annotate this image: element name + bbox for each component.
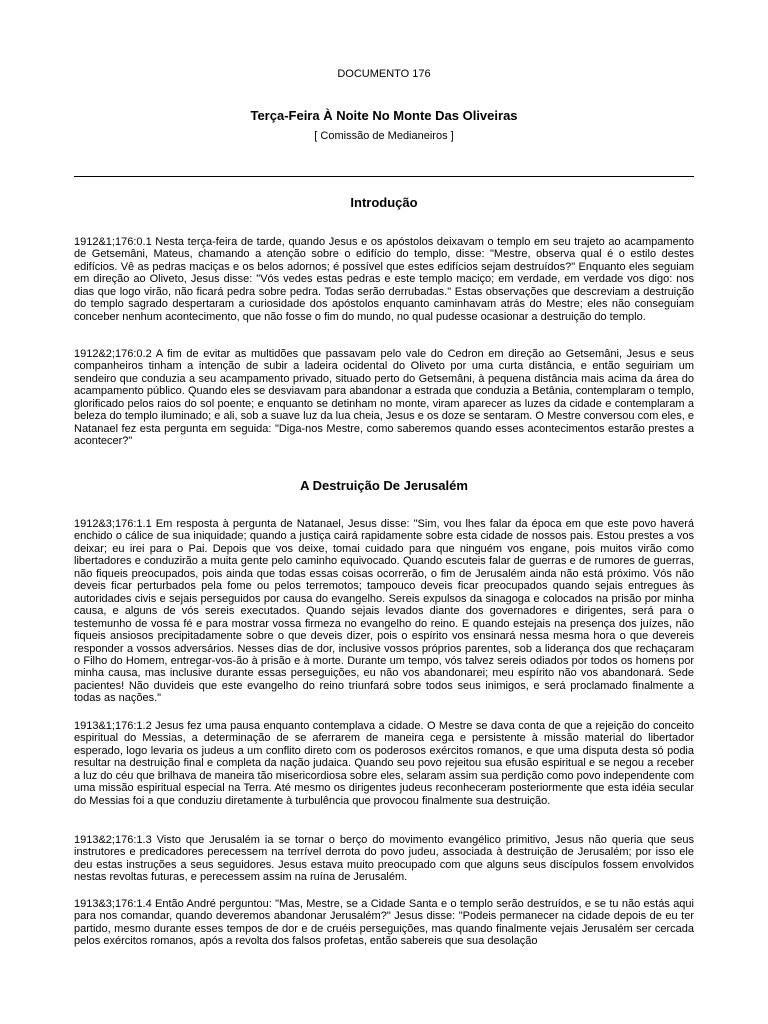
paragraph-176-1-2: 1913&1;176:1.2 Jesus fez uma pausa enquanto contemplava a cidade. O Mestre se dava conta de que a rejeição do conceito espiritual do Messias, a determinação de se aferrarem de maneira cega e persistente à missão material do libertador esperado, logo levaria os judeus a um conflito direto com os poderosos exércitos romanos, e que uma disputa desta só podia resultar na destruição final e completa da nação judaica. Quando seu povo rejeitou sua efusão espiritual e se negou a receber a luz do céu que brilhava de maneira tão misericordiosa sobre eles, selaram assim sua perdição como povo independente com uma missão espiritual especial na Terra. Até mesmo os dirigentes judeus reconheceram posteriormente que esta idéia secular do Messias foi a que conduziu diretamente à turbulência que provocou finalmente sua destruição. — [74, 720, 695, 807]
document-title: Terça-Feira À Noite No Monte Das Oliveiras — [250, 108, 518, 123]
paragraph-176-0-1: 1912&1;176:0.1 Nesta terça-feira de tarde, quando Jesus e os apóstolos deixavam o templo em seu trajeto ao acampamento de Getsemâni, Mateus, chamando a atenção sobre o edifício do templo, disse: "Mestre, observa qual é o estilo destes edifícios. Vê as pedras maciças e os belos adornos; é possível que estes edifícios sejam destruídos?" Enquanto eles seguiam em direção ao Oliveto, Jesus disse: "Vós vedes estas pedras e este templo maciço; em verdade, em verdade vos digo: nos dias que logo virão, não ficará pedra sobre pedra. Todas serão derrubadas." Estas observações que descreviam a destruição do templo sagrado despertaram a curiosidade dos apóstolos enquanto caminhavam atrás do Mestre; eles não conseguiam conceber nenhum acontecimento, que não fosse o fim do mundo, no qual pudesse ocasionar a destruição do templo. — [74, 236, 694, 323]
document-author: [ Comissão de Medianeiros ] — [314, 130, 454, 142]
paragraph-176-0-2: 1912&2;176:0.2 A fim de evitar as multidões que passavam pelo vale do Cedron em direção ao Getsemâni, Jesus e seus companheiros tinham a intenção de subir a ladeira ocidental do Oliveto por uma curta distância, e então seguiriam um sendeiro que conduzia a seu acampamento privado, situado perto do Getsemâni, à pequena distância mais acima da área do acampamento público. Quando eles se desviavam para abandonar a estrada que conduzia a Betânia, contemplaram o templo, glorificado pelos raios do sol poente; e enquanto se detinham no monte, viram aparecer as luzes da cidade e contemplaram a beleza do templo iluminado; e ali, sob a suave luz da lua cheia, Jesus e os doze se sentaram. O Mestre conversou com eles, e Natanael fez esta pergunta em seguida: "Diga-nos Mestre, como saberemos quando esses acontecimentos estarão prestes a acontecer?" — [74, 348, 694, 448]
title-divider — [74, 176, 694, 177]
section-heading-destruction-of-jerusalem: A Destruição De Jerusalém — [300, 478, 468, 493]
document-number: DOCUMENTO 176 — [337, 68, 431, 80]
paragraph-176-1-4: 1913&3;176:1.4 Então André perguntou: "Mas, Mestre, se a Cidade Santa e o templo serão destruídos, e se tu não estás aqui para nos comandar, quando deveremos abandonar Jerusalém?" Jesus disse: "Podeis permanecer na cidade depois de eu ter partido, mesmo durante esses tempos de dor e de cruéis perseguições, mas quando finalmente vejais Jerusalém ser cercada pelos exércitos romanos, após a revolta dos falsos profetas, então sabereis que sua desolação — [74, 898, 694, 948]
paragraph-176-1-1: 1912&3;176:1.1 Em resposta à pergunta de Natanael, Jesus disse: "Sim, vou lhes falar da época em que este povo haverá enchido o cálice de sua iniquidade; quando a justiça cairá rapidamente sobre esta cidade de nossos pais. Estou prestes a vos deixar; eu irei para o Pai. Depois que vos deixe, tomai cuidado para que ninguém vos engane, pois muitos virão como libertadores e conduzirão a muita gente pelo caminho equivocado. Quando escuteis falar de guerras e de rumores de guerras, não fiqueis preocupados, pois ainda que todas essas coisas ocorrerão, o fim de Jerusalém ainda não está próximo. Vós não deveis ficar perturbados pela fome ou pelos terremotos; tampouco deveis ficar preocupados quando sejais entregues às autoridades civis e sejais perseguidos por causa do evangelho. Sereis expulsos da sinagoga e colocados na prisão por minha causa, e alguns de vós sereis executados. Quando sejais levados diante dos governadores e dirigentes, será para o testemunho de vossa fé e para mostrar vossa firmeza no evangelho do reino. E quando estejais na presença dos juízes, não fiqueis ansiosos precipitadamente sobre o que deveis dizer, pois o espírito vos ensinará nessa mesma hora o que devereis responder a vossos adversários. Nesses dias de dor, inclusive vossos próprios parentes, sob a liderança dos que rechaçaram o Filho do Homem, entregar-vos-ão à prisão e à morte. Durante um tempo, vós talvez sereis odiados por todos os homens por minha causa, mas inclusive durante essas perseguições, eu não vos abandonarei; meu espírito não vos abandonará. Sede pacientes! Não duvideis que este evangelho do reino triunfará sobre todos seus inimigos, e será proclamado finalmente a todas as nações." — [74, 518, 694, 705]
section-heading-introduction: Introdução — [350, 195, 418, 210]
paragraph-176-1-3: 1913&2;176:1.3 Visto que Jerusalém ia se tornar o berço do movimento evangélico primitivo, Jesus não queria que seus instrutores e predicadores perecessem na terrível derrota do povo judeu, associada à destruição de Jerusalém; por isso ele deu estas instruções a seus seguidores. Jesus estava muito preocupado com que alguns seus discípulos fossem envolvidos nestas revoltas futuras, e perecessem assim na ruína de Jerusalém. — [74, 834, 694, 884]
